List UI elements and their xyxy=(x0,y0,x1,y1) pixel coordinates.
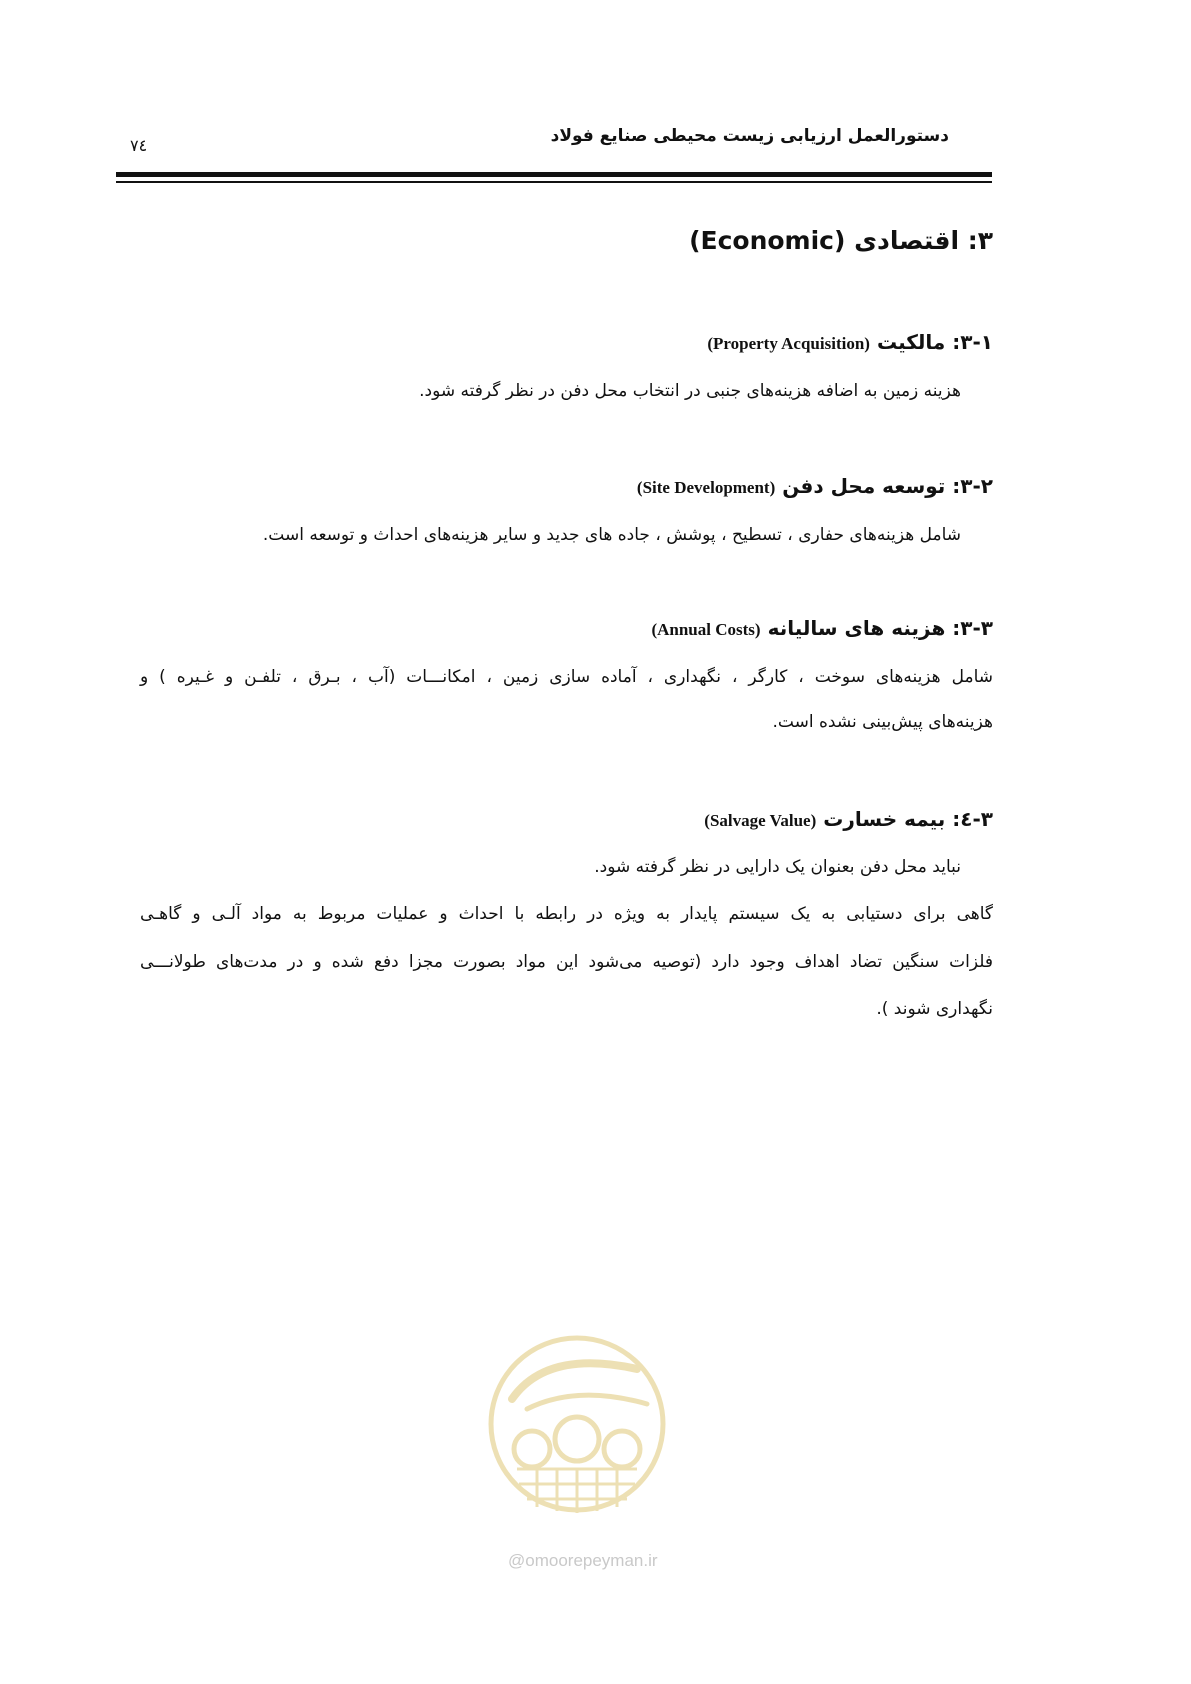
watermark-url: @omoorepeyman.ir xyxy=(508,1551,658,1570)
subsection-heading-property xyxy=(707,330,993,354)
paragraph-line: هزینه زمین به اضافه هزینه‌های جنبی در انتخاب محل دفن در نظر گرفته شود. xyxy=(419,381,961,401)
subsection-heading-annual-costs xyxy=(651,616,993,640)
paragraph-line: شامل هزینه‌های حفاری ، تسطیح ، پوشش ، جاده های جدید و سایر هزینه‌های احداث و توسعه است. xyxy=(262,525,961,545)
paragraph-line: شامل هزینه‌های سوخت ، کارگر ، نگهداری ، آماده سازی زمین ، امکانـــات (آب ، بـرق ، تلفـن و غـیره ) و xyxy=(140,667,993,687)
subsection-title-fa: ۳-۱: مالکیت xyxy=(876,330,993,354)
paragraph-line: هزینه‌های پیش‌بینی نشده است. xyxy=(772,712,993,732)
subsection-title-en: (Site Development) xyxy=(636,478,776,497)
subsection-title-fa: ۳-٤: بیمه خسارت xyxy=(823,807,993,831)
document-title: دستورالعمل ارزیابی زیست محیطی صنایع فولاد xyxy=(550,126,949,146)
paragraph-line: گاهی برای دستیابی به یک سیستم پایدار به ویژه در رابطه با احداث و عملیات مربوط به مواد آلـی و گاهـی xyxy=(140,904,993,924)
subsection-title-en: (Salvage Value) xyxy=(704,811,817,830)
subsection-heading-salvage-value xyxy=(704,807,993,831)
section-heading: ۳: اقتصادی (Economic) xyxy=(689,226,993,255)
subsection-title-fa: ۳-۳: هزینه های سالیانه xyxy=(767,616,993,640)
header-rule-thick xyxy=(116,172,992,177)
subsection-heading-site-development xyxy=(637,474,993,498)
watermark-logo-icon xyxy=(487,1329,667,1519)
paragraph-line: نگهداری شوند ). xyxy=(876,999,993,1019)
paragraph-line: فلزات سنگین تضاد اهداف وجود دارد (توصیه می‌شود این مواد بصورت مجزا دفع شده و در مدت‌های طولانـــی xyxy=(140,952,993,972)
subsection-title-en: (Annual Costs) xyxy=(651,620,761,639)
page-number: ۷٤ xyxy=(130,136,148,155)
subsection-title-fa: ۳-۲: توسعه محل دفن xyxy=(782,474,993,498)
header-rule-thin xyxy=(116,181,992,183)
subsection-title-en: (Property Acquisition) xyxy=(707,334,870,353)
paragraph-line: نباید محل دفن بعنوان یک دارایی در نظر گرفته شود. xyxy=(594,857,961,877)
